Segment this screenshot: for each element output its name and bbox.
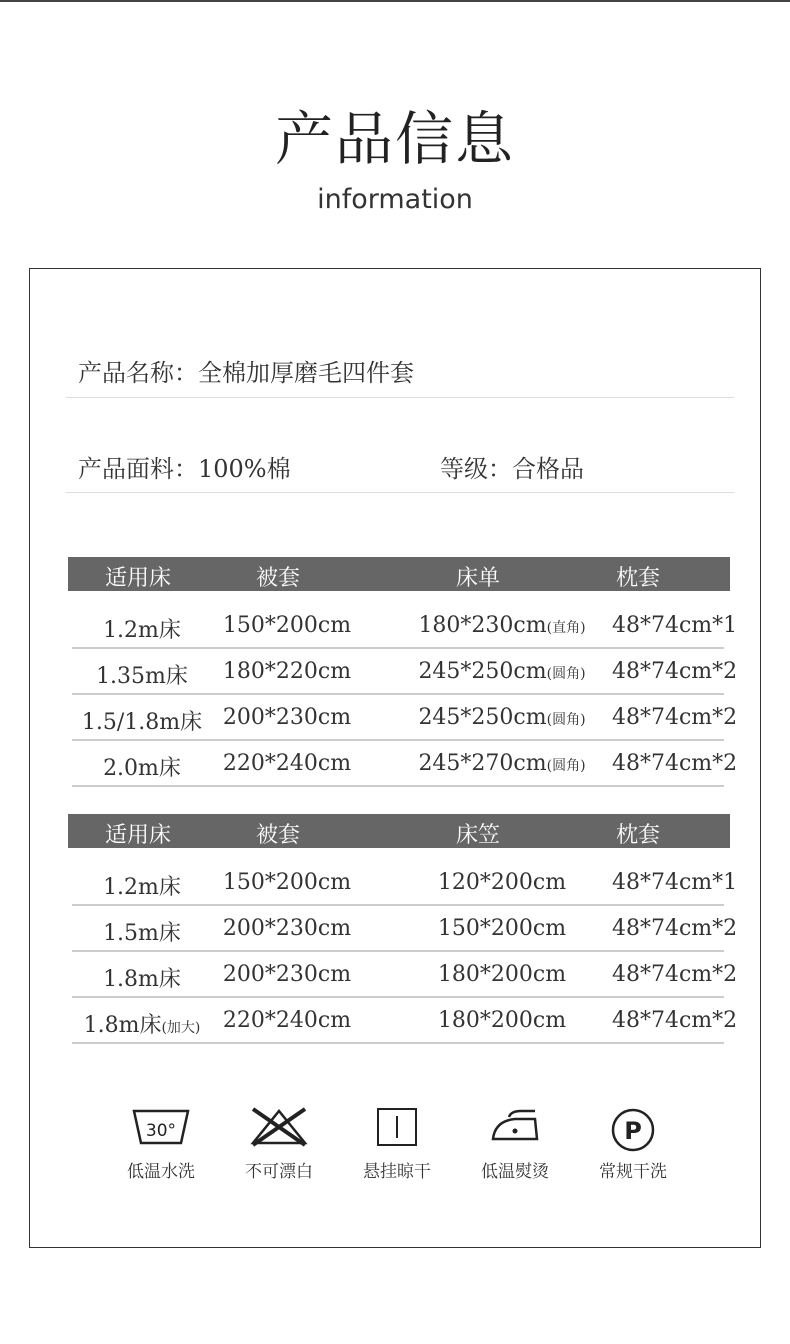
cell-pillow: 48*74cm*2 [612, 1008, 738, 1033]
cell-fitted: 180*200cm [437, 1008, 567, 1033]
cell-fitted: 120*200cm [437, 870, 567, 895]
product-fabric: 产品面料：100%棉 [78, 455, 291, 483]
bed-size: 1.8m床 [103, 967, 181, 992]
sheet-size: 245*270cm [418, 751, 547, 776]
table-row [72, 998, 738, 1044]
table-row [72, 860, 738, 906]
care-item-low-iron [470, 1107, 560, 1182]
cell-duvet: 200*230cm [222, 916, 352, 941]
cell-bed [72, 870, 212, 901]
sheet-note: (直角) [546, 620, 586, 636]
bed-note: (加大) [161, 1020, 201, 1036]
cell-pillow: 48*74cm*2 [612, 751, 738, 776]
cell-fitted: 180*200cm [437, 962, 567, 987]
bed-size: 1.2m床 [103, 875, 181, 900]
header-bed: 适用床 [104, 823, 171, 848]
bed-size: 1.8m床 [83, 1013, 162, 1038]
sheet-size: 180*230cm [418, 613, 547, 638]
header-bed: 适用床 [104, 566, 171, 591]
dry-clean-p-icon [610, 1107, 656, 1153]
table-row [72, 952, 738, 998]
no-bleach-icon [247, 1107, 311, 1147]
product-info-panel [29, 268, 761, 1248]
cell-duvet: 200*230cm [222, 705, 352, 730]
page-title: 产品信息 [274, 105, 515, 173]
page-subtitle: information [317, 184, 473, 215]
cell-bed [72, 962, 212, 993]
header-fitted: 床笠 [455, 823, 500, 848]
table-header [68, 814, 730, 848]
info-divider [66, 397, 734, 398]
cell-duvet: 200*230cm [222, 962, 352, 987]
sheet-size: 245*250cm [418, 659, 547, 684]
cell-pillow: 48*74cm*2 [612, 705, 738, 730]
care-label: 低温水洗 [127, 1162, 195, 1182]
cell-bed: 1.5/1.8m床 [81, 710, 203, 735]
header-duvet: 被套 [255, 566, 300, 591]
care-label: 悬挂晾干 [363, 1162, 431, 1182]
cell-sheet [402, 659, 602, 684]
care-item-no-bleach [234, 1107, 324, 1182]
cell-sheet [402, 705, 602, 730]
care-item-wash [116, 1107, 206, 1182]
care-item-hang-dry [352, 1107, 442, 1182]
care-item-dry-clean [588, 1107, 678, 1182]
table-row [72, 649, 738, 695]
cell-duvet: 220*240cm [222, 751, 352, 776]
cell-pillow: 48*74cm*1 [612, 613, 738, 638]
sheet-size: 245*250cm [418, 705, 547, 730]
cell-pillow: 48*74cm*2 [612, 659, 738, 684]
table-row [72, 741, 738, 787]
top-divider [0, 0, 790, 2]
wash-30-icon [131, 1107, 191, 1147]
care-label: 不可漂白 [245, 1162, 313, 1182]
cell-duvet: 150*200cm [222, 870, 352, 895]
header-duvet: 被套 [255, 823, 300, 848]
cell-sheet [402, 613, 602, 638]
low-iron-icon [489, 1107, 541, 1147]
header-pillow: 枕套 [615, 566, 660, 591]
cell-bed: 1.35m床 [96, 664, 188, 689]
cell-bed [72, 1008, 212, 1039]
header-pillow: 枕套 [615, 823, 660, 848]
product-name: 产品名称：全棉加厚磨毛四件套 [78, 359, 414, 387]
cell-duvet: 220*240cm [222, 1008, 352, 1033]
cell-bed: 1.2m床 [103, 618, 181, 643]
cell-pillow: 48*74cm*2 [612, 916, 738, 941]
care-label: 低温熨烫 [481, 1162, 549, 1182]
cell-bed [72, 916, 212, 947]
table-row [72, 906, 738, 952]
cell-bed: 2.0m床 [103, 756, 181, 781]
cell-pillow: 48*74cm*2 [612, 962, 738, 987]
table-row [72, 603, 738, 649]
header-sheet: 床单 [455, 566, 500, 591]
care-label: 常规干洗 [599, 1162, 667, 1182]
cell-sheet [402, 751, 602, 776]
sheet-note: (圆角) [546, 712, 586, 728]
svg-text:P: P [624, 1117, 642, 1145]
table-header [68, 557, 730, 591]
svg-text:30°: 30° [145, 1121, 177, 1141]
cell-fitted: 150*200cm [437, 916, 567, 941]
cell-duvet: 180*220cm [222, 659, 352, 684]
sheet-note: (圆角) [546, 666, 586, 682]
sheet-note: (圆角) [546, 758, 586, 774]
product-grade: 等级：合格品 [440, 455, 584, 483]
table-row [72, 695, 738, 741]
cell-pillow: 48*74cm*1 [612, 870, 738, 895]
info-divider [66, 492, 734, 493]
cell-duvet: 150*200cm [222, 613, 352, 638]
bed-size: 1.5m床 [103, 921, 181, 946]
hang-dry-icon [375, 1107, 419, 1147]
